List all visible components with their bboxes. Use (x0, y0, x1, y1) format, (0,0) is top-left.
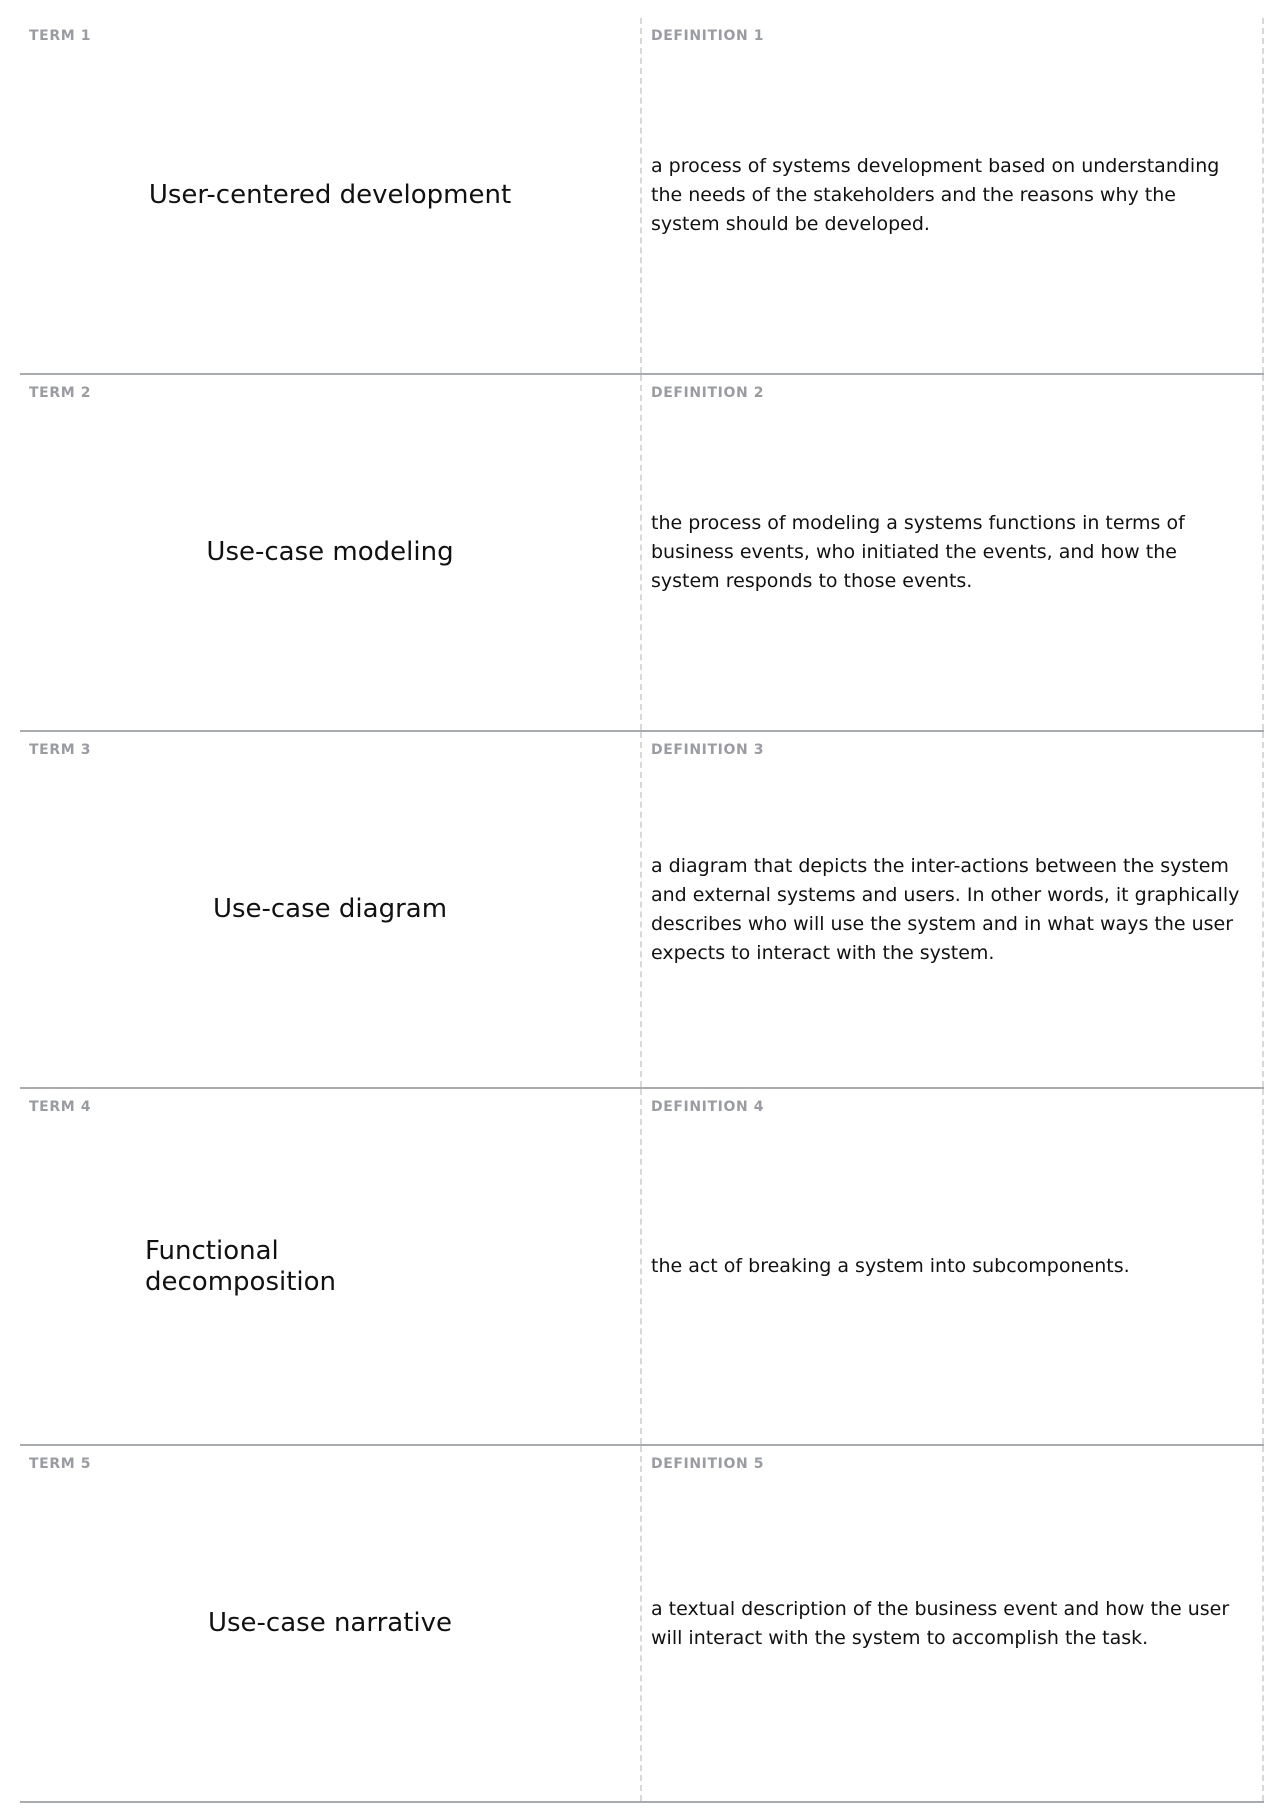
term-2: Use-case modeling (206, 537, 454, 567)
definition-3: a diagram that depicts the inter-actions between the system and external systems and users. In other words, it graphically describes who will use the system and in what ways the user expects to interact with the system. (651, 854, 1240, 964)
definition-cell-4 (642, 1089, 1264, 1444)
definition-cell-2 (642, 375, 1264, 730)
term-1: User-centered development (148, 180, 512, 210)
term-5: Use-case narrative (207, 1608, 453, 1638)
definition-text-1 (651, 18, 1248, 373)
term-label-2: TERM 2 (29, 385, 92, 401)
definition-text-5 (651, 1446, 1248, 1801)
definition-1: a process of systems development based on understanding the needs of the stakeholders and the reasons why the system should be developed. (651, 155, 1220, 235)
definition-text-4 (651, 1089, 1248, 1444)
definition-text-3 (651, 732, 1248, 1087)
term-label-5: TERM 5 (29, 1456, 92, 1472)
definition-cell-5 (642, 1446, 1264, 1801)
definition-label-2: DEFINITION 2 (651, 385, 765, 401)
term-label-3: TERM 3 (29, 742, 92, 758)
definition-text-2 (651, 375, 1248, 730)
definition-cell-1 (642, 18, 1264, 373)
definition-label-4: DEFINITION 4 (651, 1099, 765, 1115)
definition-label-1: DEFINITION 1 (651, 28, 765, 44)
flashcard-sheet (20, 18, 1264, 1803)
term-cell-5 (20, 1446, 642, 1801)
flashcard-row-4 (20, 1089, 1264, 1446)
flashcard-row-5 (20, 1446, 1264, 1803)
flashcard-row-3 (20, 732, 1264, 1089)
term-3: Use-case diagram (212, 894, 448, 924)
definition-label-3: DEFINITION 3 (651, 742, 765, 758)
term-cell-2 (20, 375, 642, 730)
term-text-5 (20, 1446, 640, 1801)
term-cell-4 (20, 1089, 642, 1444)
term-text-2 (20, 375, 640, 730)
term-text-1 (20, 18, 640, 373)
definition-4: the act of breaking a system into subcomponents. (651, 1255, 1130, 1277)
term-cell-1 (20, 18, 642, 373)
term-label-4: TERM 4 (29, 1099, 92, 1115)
term-text-4 (20, 1089, 640, 1444)
term-cell-3 (20, 732, 642, 1087)
flashcard-row-1 (20, 18, 1264, 375)
term-text-3 (20, 732, 640, 1087)
definition-5: a textual description of the business event and how the user will interact with the system to accomplish the task. (651, 1597, 1230, 1649)
definition-label-5: DEFINITION 5 (651, 1456, 765, 1472)
term-4: Functional decomposition (145, 1235, 337, 1297)
definition-2: the process of modeling a systems functions in terms of business events, who initiated the events, and how the system responds to those events. (651, 512, 1185, 592)
term-label-1: TERM 1 (29, 28, 92, 44)
definition-cell-3 (642, 732, 1264, 1087)
flashcard-row-2 (20, 375, 1264, 732)
